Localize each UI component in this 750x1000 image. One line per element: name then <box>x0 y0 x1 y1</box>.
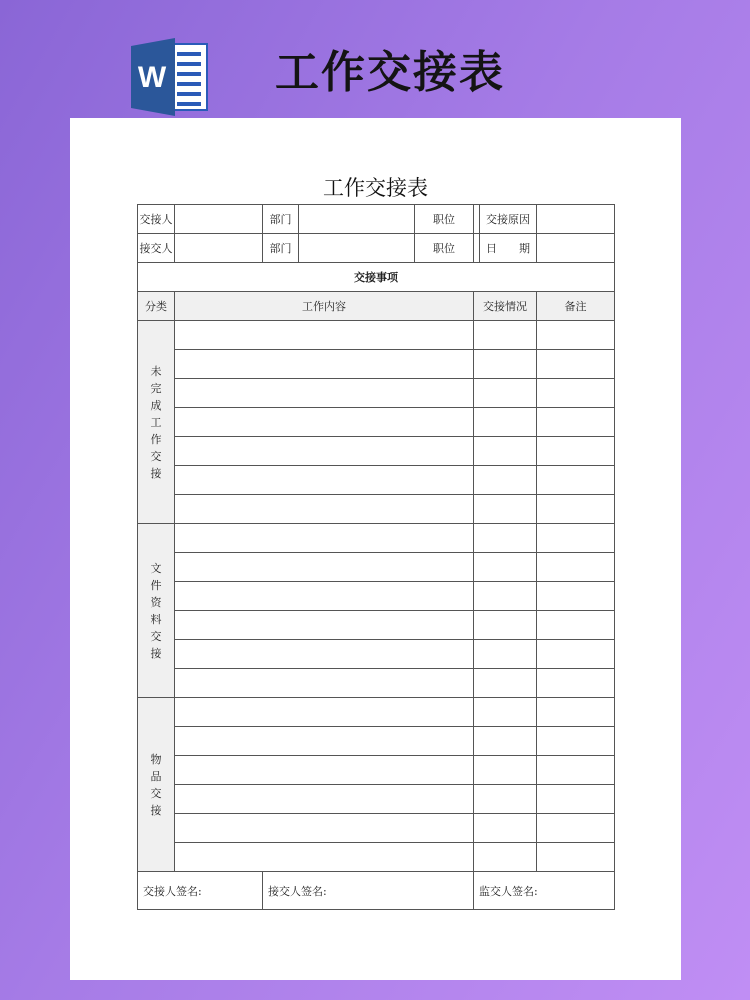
signature-handover[interactable]: 交接人签名: <box>138 872 263 910</box>
cell-content[interactable] <box>175 495 474 524</box>
table-row <box>138 524 615 553</box>
table-row <box>138 437 615 466</box>
cell-status[interactable] <box>474 814 537 843</box>
cell-remarks[interactable] <box>537 408 615 437</box>
field-receiver[interactable] <box>175 234 263 263</box>
handover-form <box>137 204 615 910</box>
category-label: 未 完 成 工 作 交 接 <box>138 321 175 524</box>
cell-content[interactable] <box>175 640 474 669</box>
cell-status[interactable] <box>474 408 537 437</box>
cell-remarks[interactable] <box>537 698 615 727</box>
cell-content[interactable] <box>175 611 474 640</box>
cell-content[interactable] <box>175 437 474 466</box>
cell-content[interactable] <box>175 582 474 611</box>
cell-remarks[interactable] <box>537 814 615 843</box>
cell-status[interactable] <box>474 437 537 466</box>
cell-content[interactable] <box>175 698 474 727</box>
cell-status[interactable] <box>474 611 537 640</box>
cell-remarks[interactable] <box>537 756 615 785</box>
table-row <box>138 321 615 350</box>
cell-remarks[interactable] <box>537 379 615 408</box>
table-row <box>138 611 615 640</box>
item-rows <box>138 321 615 872</box>
table-row <box>138 727 615 756</box>
cell-content[interactable] <box>175 321 474 350</box>
cell-content[interactable] <box>175 466 474 495</box>
cell-status[interactable] <box>474 640 537 669</box>
label-receiver: 接交人 <box>138 234 175 263</box>
cell-content[interactable] <box>175 785 474 814</box>
category-label: 物 品 交 接 <box>138 698 175 872</box>
cell-status[interactable] <box>474 669 537 698</box>
cell-remarks[interactable] <box>537 466 615 495</box>
cell-remarks[interactable] <box>537 640 615 669</box>
table-row <box>138 785 615 814</box>
column-header-content: 工作内容 <box>175 292 474 321</box>
table-row <box>138 553 615 582</box>
cell-content[interactable] <box>175 524 474 553</box>
column-header-row <box>138 292 615 321</box>
cell-remarks[interactable] <box>537 495 615 524</box>
section-row <box>138 263 615 292</box>
label-department-2: 部门 <box>263 234 299 263</box>
cell-status[interactable] <box>474 553 537 582</box>
table-row <box>138 495 615 524</box>
cell-remarks[interactable] <box>537 669 615 698</box>
cell-remarks[interactable] <box>537 524 615 553</box>
cell-content[interactable] <box>175 727 474 756</box>
cell-status[interactable] <box>474 524 537 553</box>
column-header-status: 交接情况 <box>474 292 537 321</box>
cell-status[interactable] <box>474 495 537 524</box>
banner-title: 工作交接表 <box>275 47 505 98</box>
table-row <box>138 843 615 872</box>
cell-content[interactable] <box>175 350 474 379</box>
cell-status[interactable] <box>474 466 537 495</box>
table-row <box>138 379 615 408</box>
cell-content[interactable] <box>175 843 474 872</box>
field-handover-reason[interactable] <box>537 205 615 234</box>
cell-status[interactable] <box>474 756 537 785</box>
header-row-handover <box>138 205 615 234</box>
document-page <box>70 118 681 980</box>
label-department: 部门 <box>263 205 299 234</box>
table-row <box>138 814 615 843</box>
table-row <box>138 350 615 379</box>
cell-status[interactable] <box>474 698 537 727</box>
cell-status[interactable] <box>474 321 537 350</box>
cell-remarks[interactable] <box>537 611 615 640</box>
table-row <box>138 466 615 495</box>
table-row <box>138 408 615 437</box>
cell-content[interactable] <box>175 379 474 408</box>
cell-remarks[interactable] <box>537 843 615 872</box>
cell-content[interactable] <box>175 756 474 785</box>
cell-remarks[interactable] <box>537 321 615 350</box>
cell-status[interactable] <box>474 727 537 756</box>
field-handover-person[interactable] <box>175 205 263 234</box>
field-date[interactable] <box>537 234 615 263</box>
cell-content[interactable] <box>175 669 474 698</box>
cell-remarks[interactable] <box>537 582 615 611</box>
document-title: 工作交接表 <box>323 176 428 200</box>
signature-supervisor[interactable]: 监交人签名: <box>474 872 615 910</box>
label-position: 职位 <box>415 205 474 234</box>
header-row-receiver <box>138 234 615 263</box>
cell-status[interactable] <box>474 350 537 379</box>
cell-content[interactable] <box>175 814 474 843</box>
column-header-remarks: 备注 <box>537 292 615 321</box>
section-title: 交接事项 <box>138 263 615 292</box>
signature-row <box>138 872 615 910</box>
cell-remarks[interactable] <box>537 350 615 379</box>
label-handover-reason: 交接原因 <box>480 205 537 234</box>
label-date: 日 期 <box>480 234 537 263</box>
cell-content[interactable] <box>175 408 474 437</box>
cell-remarks[interactable] <box>537 727 615 756</box>
cell-remarks[interactable] <box>537 437 615 466</box>
cell-status[interactable] <box>474 582 537 611</box>
cell-content[interactable] <box>175 553 474 582</box>
field-department[interactable] <box>299 205 415 234</box>
signature-receiver[interactable]: 接交人签名: <box>263 872 474 910</box>
category-label: 文 件 资 料 交 接 <box>138 524 175 698</box>
column-header-category: 分类 <box>138 292 175 321</box>
table-row <box>138 582 615 611</box>
cell-remarks[interactable] <box>537 785 615 814</box>
cell-status[interactable] <box>474 785 537 814</box>
label-handover-person: 交接人 <box>138 205 175 234</box>
cell-status[interactable] <box>474 843 537 872</box>
table-row <box>138 640 615 669</box>
cell-status[interactable] <box>474 379 537 408</box>
table-row <box>138 669 615 698</box>
label-position-2: 职位 <box>415 234 474 263</box>
word-logo-letter: W <box>137 61 167 94</box>
table-row <box>138 756 615 785</box>
field-department-2[interactable] <box>299 234 415 263</box>
table-row <box>138 698 615 727</box>
word-logo-icon <box>131 38 211 116</box>
cell-remarks[interactable] <box>537 553 615 582</box>
